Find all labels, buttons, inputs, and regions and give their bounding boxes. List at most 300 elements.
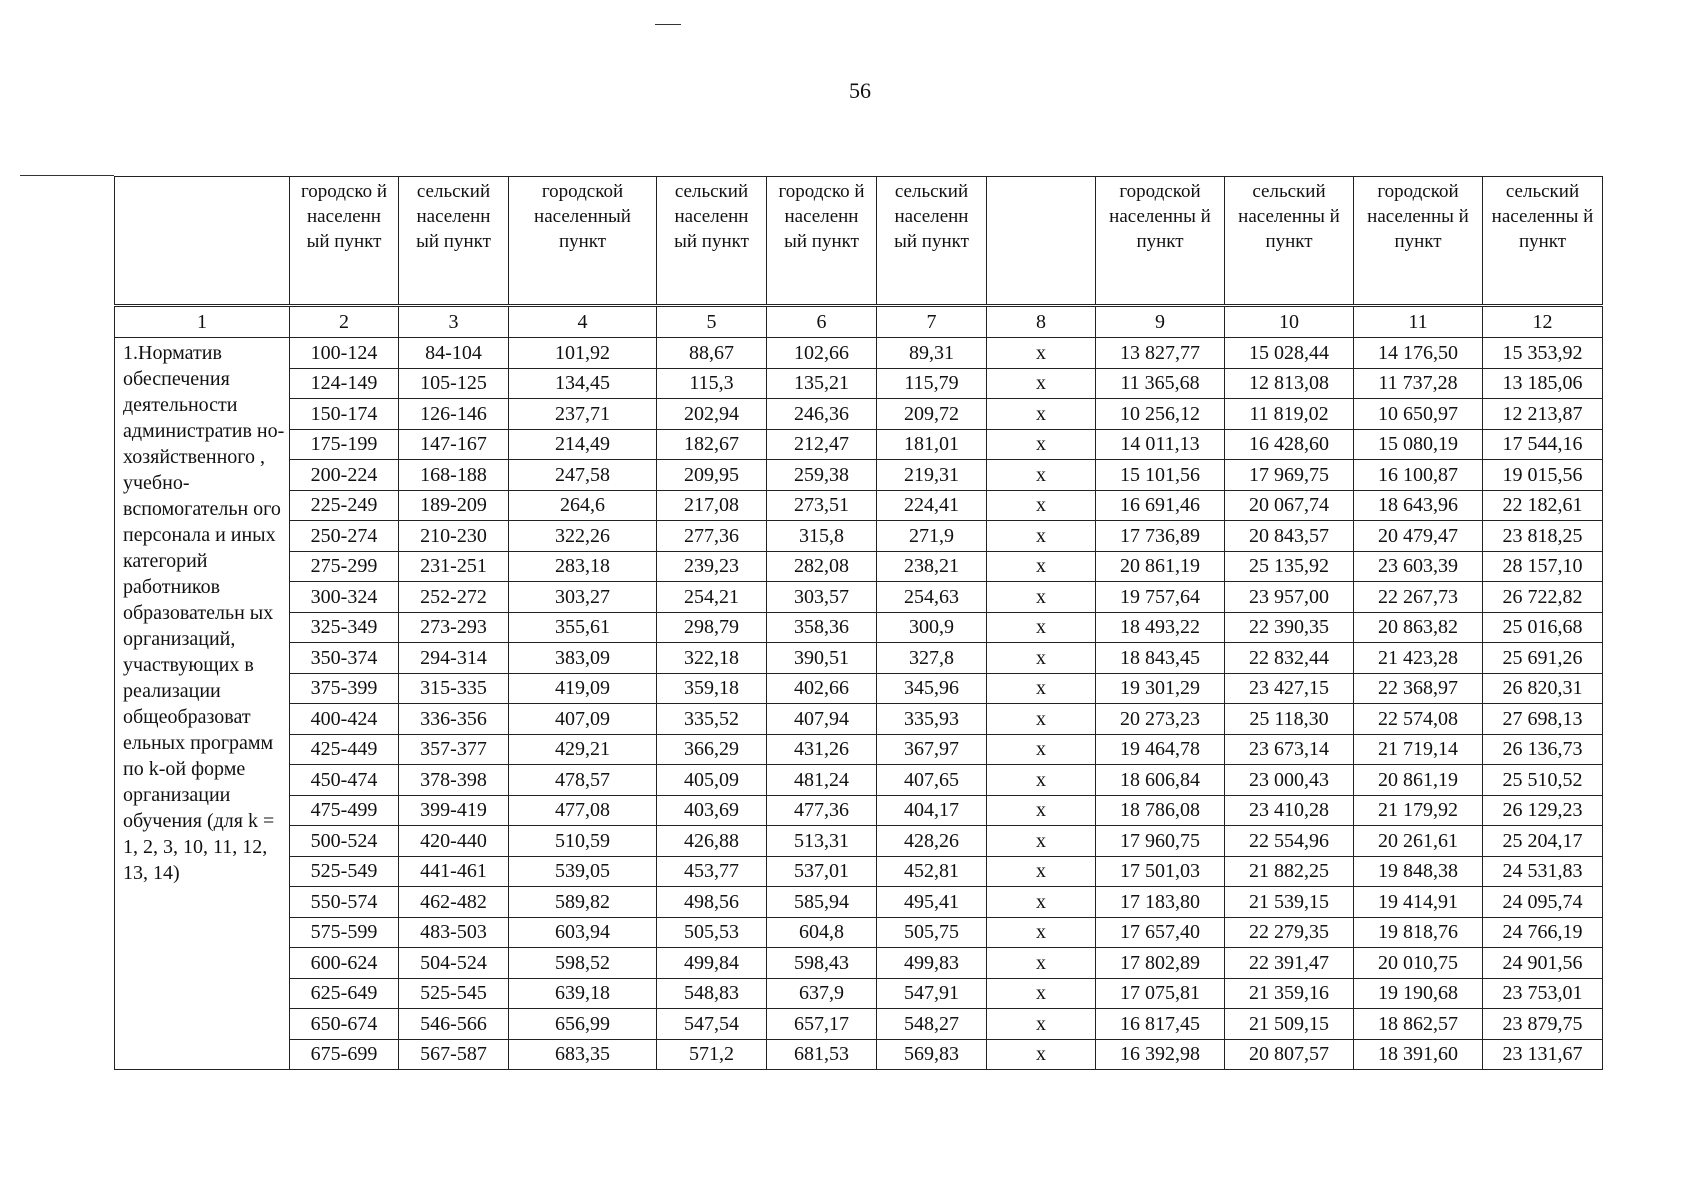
table-cell: 450-474 xyxy=(290,765,399,796)
table-row xyxy=(115,673,1603,704)
table-cell: 18 391,60 xyxy=(1354,1039,1483,1070)
table-cell: 28 157,10 xyxy=(1483,551,1603,582)
header-cell xyxy=(115,177,290,306)
table-cell: 294-314 xyxy=(399,643,509,674)
table-cell: 399-419 xyxy=(399,795,509,826)
table-cell: 550-574 xyxy=(290,887,399,918)
table-row xyxy=(115,1009,1603,1040)
table-cell: 26 722,82 xyxy=(1483,582,1603,613)
table-cell: 639,18 xyxy=(509,978,657,1009)
table-cell: х xyxy=(987,490,1096,521)
table-cell: х xyxy=(987,612,1096,643)
header-cell: сельский населенны й пункт xyxy=(1483,177,1603,306)
table-row xyxy=(115,582,1603,613)
table-cell: 355,61 xyxy=(509,612,657,643)
table-cell: 10 650,97 xyxy=(1354,399,1483,430)
table-cell: 426,88 xyxy=(657,826,767,857)
table-cell: 134,45 xyxy=(509,368,657,399)
table-cell: 403,69 xyxy=(657,795,767,826)
table-cell: 238,21 xyxy=(877,551,987,582)
table-cell: 16 100,87 xyxy=(1354,460,1483,491)
table-row xyxy=(115,460,1603,491)
table-cell: 23 673,14 xyxy=(1225,734,1354,765)
table-cell: 19 848,38 xyxy=(1354,856,1483,887)
table-cell: 548,83 xyxy=(657,978,767,1009)
table-cell: 681,53 xyxy=(767,1039,877,1070)
table-cell: 22 554,96 xyxy=(1225,826,1354,857)
table-cell: 17 960,75 xyxy=(1096,826,1225,857)
table-cell: 26 820,31 xyxy=(1483,673,1603,704)
table-cell: 402,66 xyxy=(767,673,877,704)
table-cell: 20 273,23 xyxy=(1096,704,1225,735)
table-cell: 202,94 xyxy=(657,399,767,430)
table-cell: 366,29 xyxy=(657,734,767,765)
column-number: 1 xyxy=(115,306,290,338)
header-cell xyxy=(987,177,1096,306)
table-cell: 212,47 xyxy=(767,429,877,460)
table-cell: 603,94 xyxy=(509,917,657,948)
column-number: 3 xyxy=(399,306,509,338)
table-cell: 23 603,39 xyxy=(1354,551,1483,582)
table-row xyxy=(115,490,1603,521)
column-number: 5 xyxy=(657,306,767,338)
table-cell: 315-335 xyxy=(399,673,509,704)
table-cell: 407,09 xyxy=(509,704,657,735)
table-cell: 124-149 xyxy=(290,368,399,399)
table-cell: 20 067,74 xyxy=(1225,490,1354,521)
table-cell: 335,52 xyxy=(657,704,767,735)
table-cell: 420-440 xyxy=(399,826,509,857)
table-cell: 10 256,12 xyxy=(1096,399,1225,430)
table-cell: 11 365,68 xyxy=(1096,368,1225,399)
table-row xyxy=(115,338,1603,369)
table-cell: 378-398 xyxy=(399,765,509,796)
table-cell: 429,21 xyxy=(509,734,657,765)
header-cell: городской населенный пункт xyxy=(509,177,657,306)
table-cell: 102,66 xyxy=(767,338,877,369)
table-cell: 483-503 xyxy=(399,917,509,948)
table-cell: х xyxy=(987,338,1096,369)
table-cell: 19 414,91 xyxy=(1354,887,1483,918)
table-cell: 20 843,57 xyxy=(1225,521,1354,552)
table-cell: 17 657,40 xyxy=(1096,917,1225,948)
header-cell: городско й населенн ый пункт xyxy=(290,177,399,306)
table-cell: 598,43 xyxy=(767,948,877,979)
table-cell: 20 861,19 xyxy=(1354,765,1483,796)
table-cell: 431,26 xyxy=(767,734,877,765)
table-cell: 26 129,23 xyxy=(1483,795,1603,826)
table-cell: 300,9 xyxy=(877,612,987,643)
column-number: 10 xyxy=(1225,306,1354,338)
table-cell: 275-299 xyxy=(290,551,399,582)
table-cell: 237,71 xyxy=(509,399,657,430)
table-cell: 24 901,56 xyxy=(1483,948,1603,979)
table-cell: 12 213,87 xyxy=(1483,399,1603,430)
table-cell: х xyxy=(987,582,1096,613)
header-cell: городской населенны й пункт xyxy=(1354,177,1483,306)
table-cell: 217,08 xyxy=(657,490,767,521)
table-cell: 17 802,89 xyxy=(1096,948,1225,979)
table-cell: 282,08 xyxy=(767,551,877,582)
table-cell: 22 279,35 xyxy=(1225,917,1354,948)
table-cell: 18 606,84 xyxy=(1096,765,1225,796)
table-cell: 135,21 xyxy=(767,368,877,399)
table-cell: 19 757,64 xyxy=(1096,582,1225,613)
table-cell: 18 643,96 xyxy=(1354,490,1483,521)
table-cell: 500-524 xyxy=(290,826,399,857)
table-cell: 504-524 xyxy=(399,948,509,979)
table-cell: 505,53 xyxy=(657,917,767,948)
table-cell: 383,09 xyxy=(509,643,657,674)
table-cell: 23 957,00 xyxy=(1225,582,1354,613)
table-cell: 21 179,92 xyxy=(1354,795,1483,826)
table-cell: 150-174 xyxy=(290,399,399,430)
table-cell: 675-699 xyxy=(290,1039,399,1070)
table-row xyxy=(115,643,1603,674)
row-label: 1.Норматив обеспечения деятельности административ но-хозяйственного , учебно-вспомогательн ого персонала и иных категорий работников образовательн ых организаций, участвующих в реализации общеобразоват ельных программ по k-ой форме организации обучения (для k = 1, 2, 3, 10, 11, 12, 13, 14) xyxy=(115,338,290,1070)
table-cell: 20 807,57 xyxy=(1225,1039,1354,1070)
table-cell: 105-125 xyxy=(399,368,509,399)
table-cell: 189-209 xyxy=(399,490,509,521)
header-cell: сельский населенны й пункт xyxy=(1225,177,1354,306)
scan-artifact-line xyxy=(655,24,681,25)
table-cell: 25 118,30 xyxy=(1225,704,1354,735)
table-cell: 300-324 xyxy=(290,582,399,613)
table-cell: 441-461 xyxy=(399,856,509,887)
table-cell: 15 101,56 xyxy=(1096,460,1225,491)
table-cell: 19 190,68 xyxy=(1354,978,1483,1009)
table-cell: 254,63 xyxy=(877,582,987,613)
table-row xyxy=(115,734,1603,765)
table-cell: 126-146 xyxy=(399,399,509,430)
column-number: 9 xyxy=(1096,306,1225,338)
column-number: 11 xyxy=(1354,306,1483,338)
table-cell: 375-399 xyxy=(290,673,399,704)
table-cell: 20 861,19 xyxy=(1096,551,1225,582)
table-cell: 475-499 xyxy=(290,795,399,826)
table-cell: 598,52 xyxy=(509,948,657,979)
table-cell: 367,97 xyxy=(877,734,987,765)
table-cell: 453,77 xyxy=(657,856,767,887)
table-cell: 683,35 xyxy=(509,1039,657,1070)
table-cell: 25 016,68 xyxy=(1483,612,1603,643)
table-cell: 22 574,08 xyxy=(1354,704,1483,735)
header-cell: сельский населенн ый пункт xyxy=(657,177,767,306)
table-cell: 115,79 xyxy=(877,368,987,399)
table-cell: 19 464,78 xyxy=(1096,734,1225,765)
table-cell: 462-482 xyxy=(399,887,509,918)
table-cell: 273-293 xyxy=(399,612,509,643)
column-number: 8 xyxy=(987,306,1096,338)
table-row xyxy=(115,887,1603,918)
table-cell: 22 832,44 xyxy=(1225,643,1354,674)
table-cell: 168-188 xyxy=(399,460,509,491)
table-cell: 499,83 xyxy=(877,948,987,979)
table-cell: 303,57 xyxy=(767,582,877,613)
table-cell: 20 863,82 xyxy=(1354,612,1483,643)
table-cell: 17 183,80 xyxy=(1096,887,1225,918)
table-cell: х xyxy=(987,673,1096,704)
table-cell: 13 827,77 xyxy=(1096,338,1225,369)
table-cell: 407,65 xyxy=(877,765,987,796)
table-row xyxy=(115,429,1603,460)
table-cell: 14 176,50 xyxy=(1354,338,1483,369)
table-cell: х xyxy=(987,795,1096,826)
table-cell: 210-230 xyxy=(399,521,509,552)
table-cell: х xyxy=(987,826,1096,857)
table-row xyxy=(115,612,1603,643)
table-cell: 547,91 xyxy=(877,978,987,1009)
table-row xyxy=(115,826,1603,857)
table-row xyxy=(115,948,1603,979)
table-cell: 16 428,60 xyxy=(1225,429,1354,460)
table-cell: 214,49 xyxy=(509,429,657,460)
table-cell: 499,84 xyxy=(657,948,767,979)
table-cell: 17 969,75 xyxy=(1225,460,1354,491)
table-cell: 17 736,89 xyxy=(1096,521,1225,552)
table-cell: 88,67 xyxy=(657,338,767,369)
table-cell: 20 010,75 xyxy=(1354,948,1483,979)
table-cell: 22 391,47 xyxy=(1225,948,1354,979)
table-cell: 425-449 xyxy=(290,734,399,765)
table-cell: 23 000,43 xyxy=(1225,765,1354,796)
table-cell: 13 185,06 xyxy=(1483,368,1603,399)
table-cell: 18 862,57 xyxy=(1354,1009,1483,1040)
table-row xyxy=(115,521,1603,552)
table-cell: 510,59 xyxy=(509,826,657,857)
table-cell: 548,27 xyxy=(877,1009,987,1040)
table-cell: 452,81 xyxy=(877,856,987,887)
column-number: 2 xyxy=(290,306,399,338)
table-cell: 21 882,25 xyxy=(1225,856,1354,887)
table-cell: 327,8 xyxy=(877,643,987,674)
table-cell: х xyxy=(987,856,1096,887)
table-cell: х xyxy=(987,368,1096,399)
table-cell: 358,36 xyxy=(767,612,877,643)
table-cell: 350-374 xyxy=(290,643,399,674)
table-cell: 21 509,15 xyxy=(1225,1009,1354,1040)
column-number: 4 xyxy=(509,306,657,338)
table-cell: 336-356 xyxy=(399,704,509,735)
table-cell: 181,01 xyxy=(877,429,987,460)
table-cell: 19 818,76 xyxy=(1354,917,1483,948)
page-number: 56 xyxy=(849,78,871,103)
table-cell: 405,09 xyxy=(657,765,767,796)
table-cell: 21 359,16 xyxy=(1225,978,1354,1009)
header-cell: городско й населенн ый пункт xyxy=(767,177,877,306)
table-cell: 625-649 xyxy=(290,978,399,1009)
table-cell: 209,72 xyxy=(877,399,987,430)
table-cell: х xyxy=(987,399,1096,430)
column-number: 6 xyxy=(767,306,877,338)
table-cell: 537,01 xyxy=(767,856,877,887)
table-cell: 17 075,81 xyxy=(1096,978,1225,1009)
table-cell: 477,08 xyxy=(509,795,657,826)
table-cell: 11 737,28 xyxy=(1354,368,1483,399)
table-cell: х xyxy=(987,704,1096,735)
table-cell: 26 136,73 xyxy=(1483,734,1603,765)
table-cell: 18 493,22 xyxy=(1096,612,1225,643)
table-cell: 283,18 xyxy=(509,551,657,582)
table-row xyxy=(115,368,1603,399)
table-cell: 273,51 xyxy=(767,490,877,521)
table-cell: 24 766,19 xyxy=(1483,917,1603,948)
table-cell: 254,21 xyxy=(657,582,767,613)
table-cell: 25 510,52 xyxy=(1483,765,1603,796)
table-cell: х xyxy=(987,1039,1096,1070)
table-cell: 22 267,73 xyxy=(1354,582,1483,613)
table-cell: 495,41 xyxy=(877,887,987,918)
table-cell: х xyxy=(987,948,1096,979)
table-cell: 22 182,61 xyxy=(1483,490,1603,521)
table-cell: 575-599 xyxy=(290,917,399,948)
table-cell: 115,3 xyxy=(657,368,767,399)
table-cell: 21 423,28 xyxy=(1354,643,1483,674)
table-cell: 23 410,28 xyxy=(1225,795,1354,826)
table-cell: 298,79 xyxy=(657,612,767,643)
table-cell: 357-377 xyxy=(399,734,509,765)
table-row xyxy=(115,399,1603,430)
table-cell: 335,93 xyxy=(877,704,987,735)
table-cell: 11 819,02 xyxy=(1225,399,1354,430)
table-cell: 224,41 xyxy=(877,490,987,521)
table-cell: 315,8 xyxy=(767,521,877,552)
table-cell: 23 427,15 xyxy=(1225,673,1354,704)
table-cell: 225-249 xyxy=(290,490,399,521)
table-cell: 325-349 xyxy=(290,612,399,643)
table-cell: 21 719,14 xyxy=(1354,734,1483,765)
table-row xyxy=(115,856,1603,887)
table-cell: 239,23 xyxy=(657,551,767,582)
norms-table xyxy=(114,176,1603,1070)
table-cell: 539,05 xyxy=(509,856,657,887)
column-number-row xyxy=(115,306,1603,338)
table-cell: 25 691,26 xyxy=(1483,643,1603,674)
table-cell: 657,17 xyxy=(767,1009,877,1040)
table-row xyxy=(115,1039,1603,1070)
table-cell: 264,6 xyxy=(509,490,657,521)
table-cell: 18 843,45 xyxy=(1096,643,1225,674)
table-cell: 25 204,17 xyxy=(1483,826,1603,857)
table-cell: 407,94 xyxy=(767,704,877,735)
header-cell: сельский населенн ый пункт xyxy=(399,177,509,306)
table-cell: 16 691,46 xyxy=(1096,490,1225,521)
table-cell: 14 011,13 xyxy=(1096,429,1225,460)
table-cell: 481,24 xyxy=(767,765,877,796)
table-cell: 600-624 xyxy=(290,948,399,979)
table-cell: х xyxy=(987,460,1096,491)
table-cell: 322,18 xyxy=(657,643,767,674)
table-cell: 147-167 xyxy=(399,429,509,460)
table-cell: 100-124 xyxy=(290,338,399,369)
table-cell: 18 786,08 xyxy=(1096,795,1225,826)
table-cell: 231-251 xyxy=(399,551,509,582)
table-cell: 16 392,98 xyxy=(1096,1039,1225,1070)
table-row xyxy=(115,704,1603,735)
table-cell: 19 301,29 xyxy=(1096,673,1225,704)
table-cell: 246,36 xyxy=(767,399,877,430)
table-cell: 513,31 xyxy=(767,826,877,857)
table-row xyxy=(115,917,1603,948)
table-cell: 250-274 xyxy=(290,521,399,552)
table-cell: 23 818,25 xyxy=(1483,521,1603,552)
table-cell: 259,38 xyxy=(767,460,877,491)
table-cell: 322,26 xyxy=(509,521,657,552)
table-cell: 23 753,01 xyxy=(1483,978,1603,1009)
table-cell: 182,67 xyxy=(657,429,767,460)
table-cell: х xyxy=(987,429,1096,460)
table-cell: 569,83 xyxy=(877,1039,987,1070)
table-cell: 359,18 xyxy=(657,673,767,704)
table-cell: 525-545 xyxy=(399,978,509,1009)
table-cell: 604,8 xyxy=(767,917,877,948)
table-cell: 22 390,35 xyxy=(1225,612,1354,643)
table-cell: 23 131,67 xyxy=(1483,1039,1603,1070)
table-cell: 219,31 xyxy=(877,460,987,491)
header-row xyxy=(115,177,1603,306)
table-cell: 589,82 xyxy=(509,887,657,918)
table-cell: 19 015,56 xyxy=(1483,460,1603,491)
table-cell: 419,09 xyxy=(509,673,657,704)
table-cell: 209,95 xyxy=(657,460,767,491)
table-cell: 547,54 xyxy=(657,1009,767,1040)
table-cell: 16 817,45 xyxy=(1096,1009,1225,1040)
table-cell: 585,94 xyxy=(767,887,877,918)
table-cell: 477,36 xyxy=(767,795,877,826)
table-cell: 15 080,19 xyxy=(1354,429,1483,460)
table-cell: х xyxy=(987,734,1096,765)
table-cell: 23 879,75 xyxy=(1483,1009,1603,1040)
table-cell: 12 813,08 xyxy=(1225,368,1354,399)
table-cell: х xyxy=(987,978,1096,1009)
table-cell: х xyxy=(987,887,1096,918)
column-number: 7 xyxy=(877,306,987,338)
table-cell: 478,57 xyxy=(509,765,657,796)
table-cell: 20 479,47 xyxy=(1354,521,1483,552)
table-cell: 15 028,44 xyxy=(1225,338,1354,369)
table-cell: 101,92 xyxy=(509,338,657,369)
table-cell: х xyxy=(987,521,1096,552)
table-cell: 271,9 xyxy=(877,521,987,552)
table-cell: 505,75 xyxy=(877,917,987,948)
table-cell: 277,36 xyxy=(657,521,767,552)
table-cell: 17 501,03 xyxy=(1096,856,1225,887)
table-cell: 24 095,74 xyxy=(1483,887,1603,918)
table-cell: 15 353,92 xyxy=(1483,338,1603,369)
table-cell: 650-674 xyxy=(290,1009,399,1040)
table-cell: 345,96 xyxy=(877,673,987,704)
table-cell: 428,26 xyxy=(877,826,987,857)
table-cell: 303,27 xyxy=(509,582,657,613)
table-cell: 390,51 xyxy=(767,643,877,674)
table-cell: 17 544,16 xyxy=(1483,429,1603,460)
table-row xyxy=(115,765,1603,796)
table-cell: 200-224 xyxy=(290,460,399,491)
table-cell: 637,9 xyxy=(767,978,877,1009)
table-cell: х xyxy=(987,917,1096,948)
header-cell: городской населенны й пункт xyxy=(1096,177,1225,306)
table-cell: 22 368,97 xyxy=(1354,673,1483,704)
table-row xyxy=(115,795,1603,826)
table-cell: 84-104 xyxy=(399,338,509,369)
table-cell: 525-549 xyxy=(290,856,399,887)
table-row xyxy=(115,551,1603,582)
table-cell: х xyxy=(987,765,1096,796)
table-cell: х xyxy=(987,551,1096,582)
table-cell: 89,31 xyxy=(877,338,987,369)
table-cell: 175-199 xyxy=(290,429,399,460)
table-cell: 404,17 xyxy=(877,795,987,826)
